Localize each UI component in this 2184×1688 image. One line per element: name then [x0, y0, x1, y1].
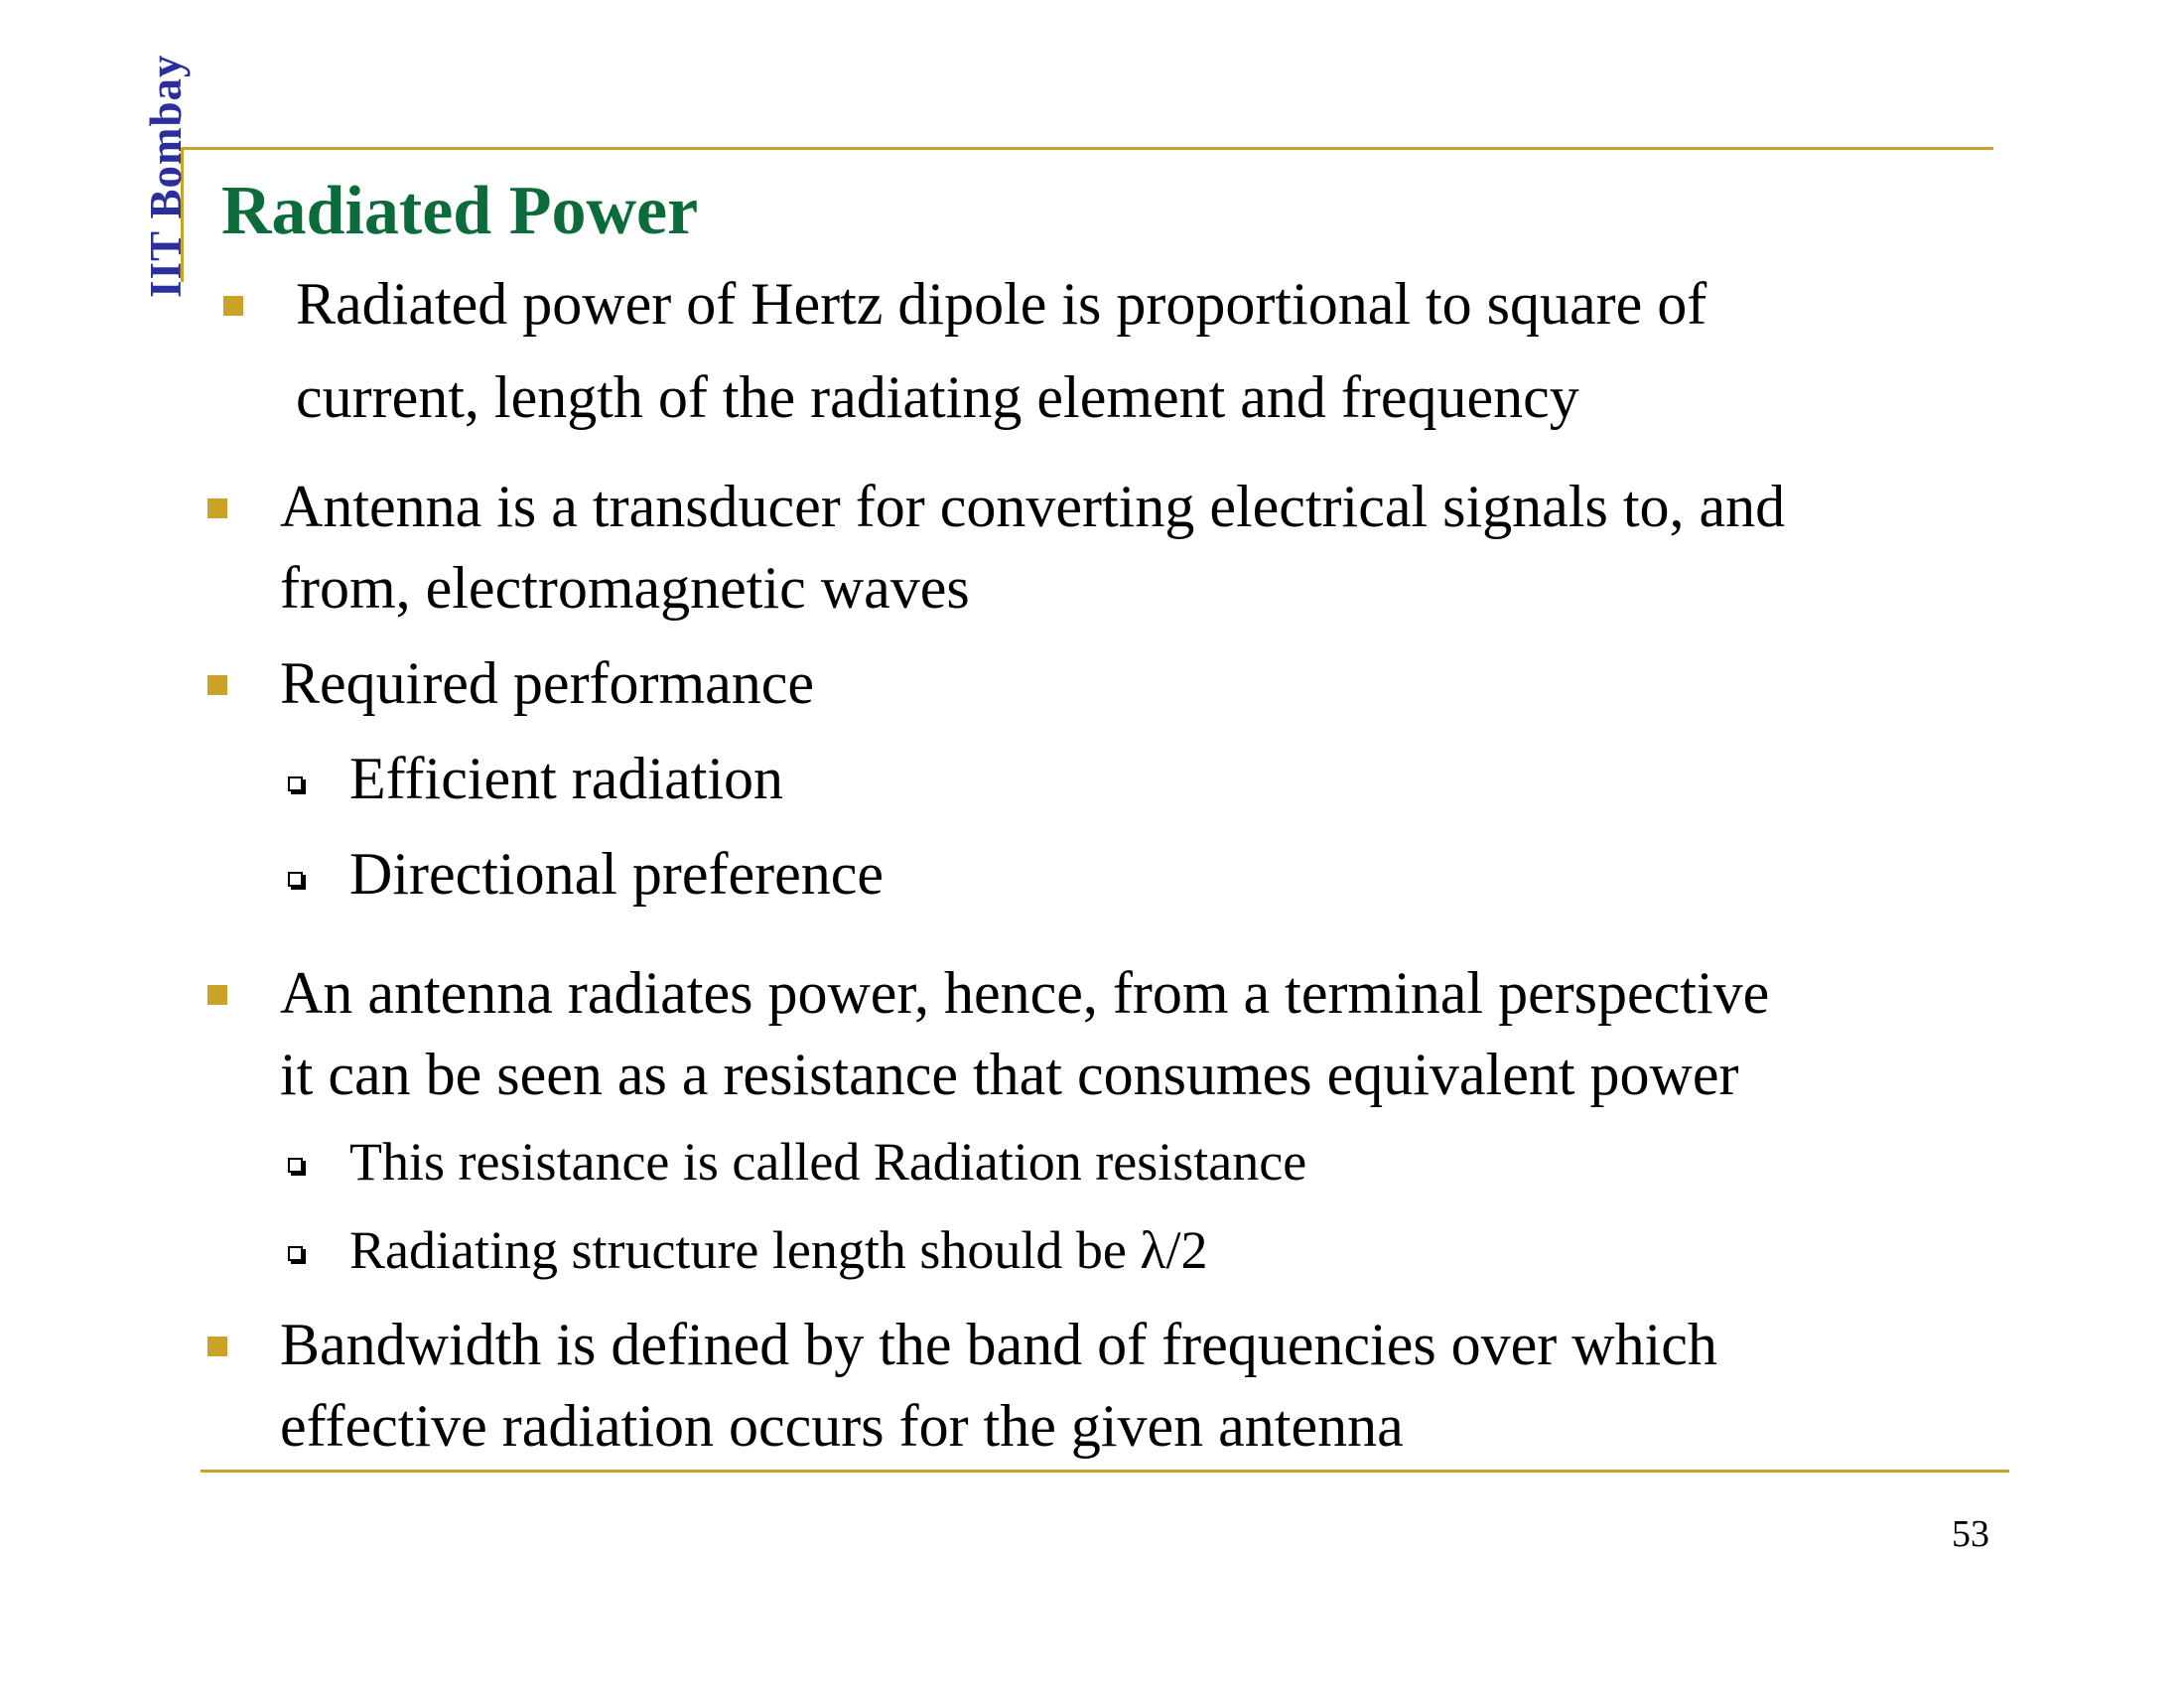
bullet-5: [280, 1304, 1717, 1467]
bullet-square-icon: [207, 1336, 227, 1356]
bullet-1: [296, 263, 1706, 438]
bullet-1-line-2: current, length of the radiating element and frequency: [296, 364, 1579, 430]
bullet-5-line-2: effective radiation occurs for the given antenna: [280, 1393, 1404, 1459]
side-label: IIT Bombay: [141, 54, 191, 298]
bullet-4-sub-2: Radiating structure length should be λ/2: [349, 1220, 1208, 1280]
sub-bullet-checkbox-icon: [288, 776, 303, 791]
bullet-square-icon: [207, 985, 227, 1005]
slide-title: Radiated Power: [221, 173, 699, 249]
bottom-rule: [201, 1470, 2009, 1473]
bullet-square-icon: [207, 498, 227, 518]
bullet-2-line-2: from, electromagnetic waves: [280, 555, 970, 621]
page-number: 53: [1952, 1513, 1989, 1555]
bullet-square-icon: [223, 296, 243, 316]
bullet-2: [280, 466, 1785, 629]
bullet-3-sub-2: Directional preference: [349, 841, 884, 907]
bullet-3-sub-1: Efficient radiation: [349, 746, 784, 811]
bullet-2-line-1: Antenna is a transducer for converting electrical signals to, and: [280, 474, 1786, 539]
bullet-1-line-1: Radiated power of Hertz dipole is proportional to square of: [296, 271, 1707, 337]
bullet-square-icon: [207, 675, 227, 695]
bullet-4-sub-1: This resistance is called Radiation resistance: [349, 1132, 1307, 1192]
bullet-5-line-1: Bandwidth is defined by the band of frequencies over which: [280, 1312, 1717, 1377]
bullet-3-line-1: Required performance: [280, 650, 815, 716]
bullet-3: [280, 642, 814, 724]
top-rule: [181, 147, 1993, 150]
bullet-4: [280, 952, 1769, 1115]
bullet-4-line-2: it can be seen as a resistance that consumes equivalent power: [280, 1042, 1739, 1107]
bullet-4-line-1: An antenna radiates power, hence, from a terminal perspective: [280, 960, 1770, 1026]
sub-bullet-checkbox-icon: [288, 1246, 303, 1261]
sub-bullet-checkbox-icon: [288, 872, 303, 887]
sub-bullet-checkbox-icon: [288, 1158, 303, 1173]
